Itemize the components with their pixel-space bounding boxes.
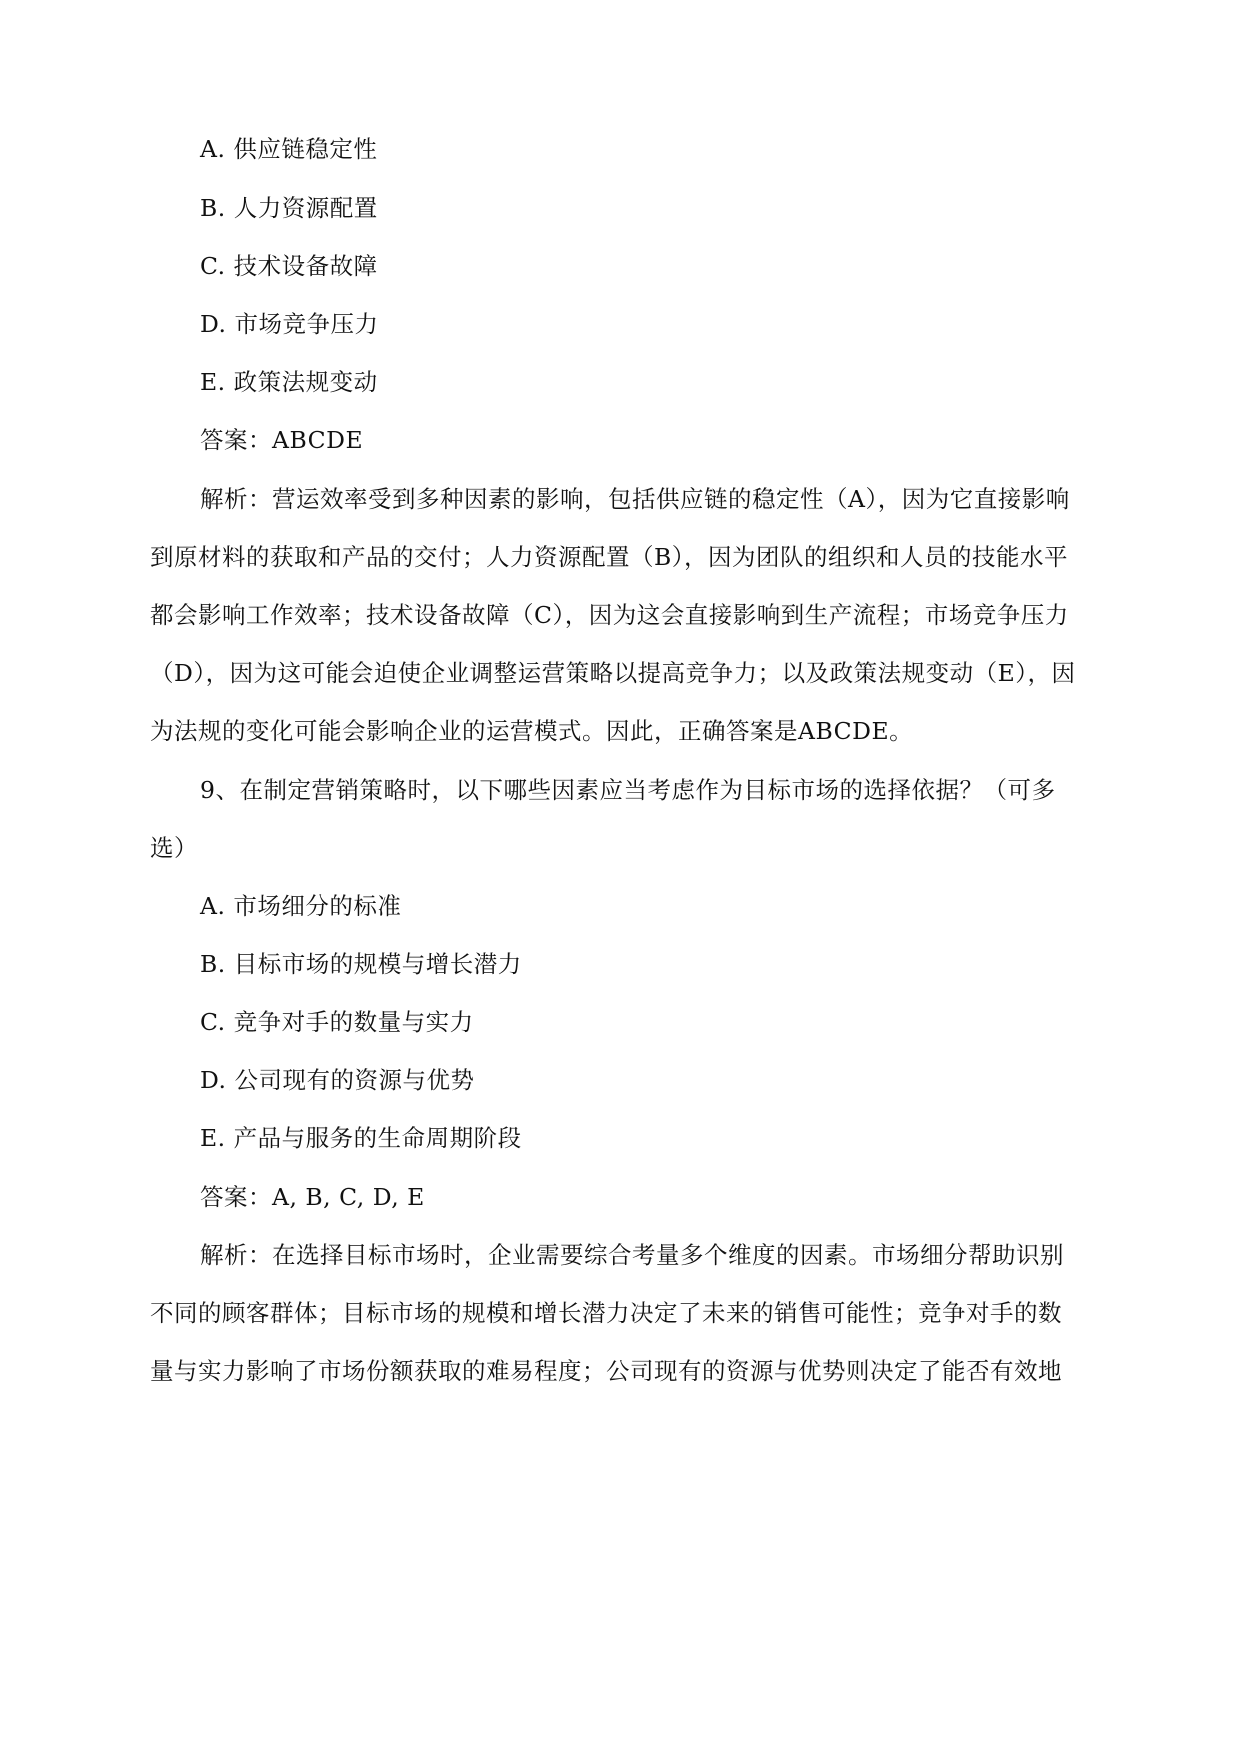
q8-analysis-line: 到原材料的获取和产品的交付；人力资源配置（B），因为团队的组织和人员的技能水平 xyxy=(150,543,1069,571)
q8-option-d: D. 市场竞争压力 xyxy=(200,310,379,338)
q9-stem: 选） xyxy=(150,834,198,862)
q8-option-b: B. 人力资源配置 xyxy=(200,194,378,222)
q8-analysis-line: （D），因为这可能会迫使企业调整运营策略以提高竞争力；以及政策法规变动（E），因 xyxy=(150,659,1076,687)
q9-analysis-line: 不同的顾客群体；目标市场的规模和增长潜力决定了未来的销售可能性；竞争对手的数 xyxy=(150,1299,1062,1327)
q9-option-c: C. 竞争对手的数量与实力 xyxy=(200,1008,474,1036)
q8-option-c: C. 技术设备故障 xyxy=(200,252,378,280)
q9-analysis-line: 解析：在选择目标市场时，企业需要综合考量多个维度的因素。市场细分帮助识别 xyxy=(200,1241,1064,1269)
q9-answer: 答案：A, B, C, D, E xyxy=(200,1183,425,1211)
q9-analysis-line: 量与实力影响了市场份额获取的难易程度；公司现有的资源与优势则决定了能否有效地 xyxy=(150,1357,1062,1385)
q9-option-d: D. 公司现有的资源与优势 xyxy=(200,1066,475,1094)
q9-option-e: E. 产品与服务的生命周期阶段 xyxy=(200,1124,522,1152)
q9-option-b: B. 目标市场的规模与增长潜力 xyxy=(200,950,522,978)
q9-option-a: A. 市场细分的标准 xyxy=(200,892,402,920)
q8-analysis-line: 解析：营运效率受到多种因素的影响，包括供应链的稳定性（A），因为它直接影响 xyxy=(200,485,1070,513)
q8-analysis-line: 为法规的变化可能会影响企业的运营模式。因此，正确答案是ABCDE。 xyxy=(150,717,914,745)
q9-stem: 9、在制定营销策略时，以下哪些因素应当考虑作为目标市场的选择依据？（可多 xyxy=(200,776,1056,804)
q8-option-a: A. 供应链稳定性 xyxy=(200,135,378,163)
q8-answer: 答案：ABCDE xyxy=(200,426,364,454)
q8-option-e: E. 政策法规变动 xyxy=(200,368,378,396)
q8-analysis-line: 都会影响工作效率；技术设备故障（C），因为这会直接影响到生产流程；市场竞争压力 xyxy=(150,601,1069,629)
